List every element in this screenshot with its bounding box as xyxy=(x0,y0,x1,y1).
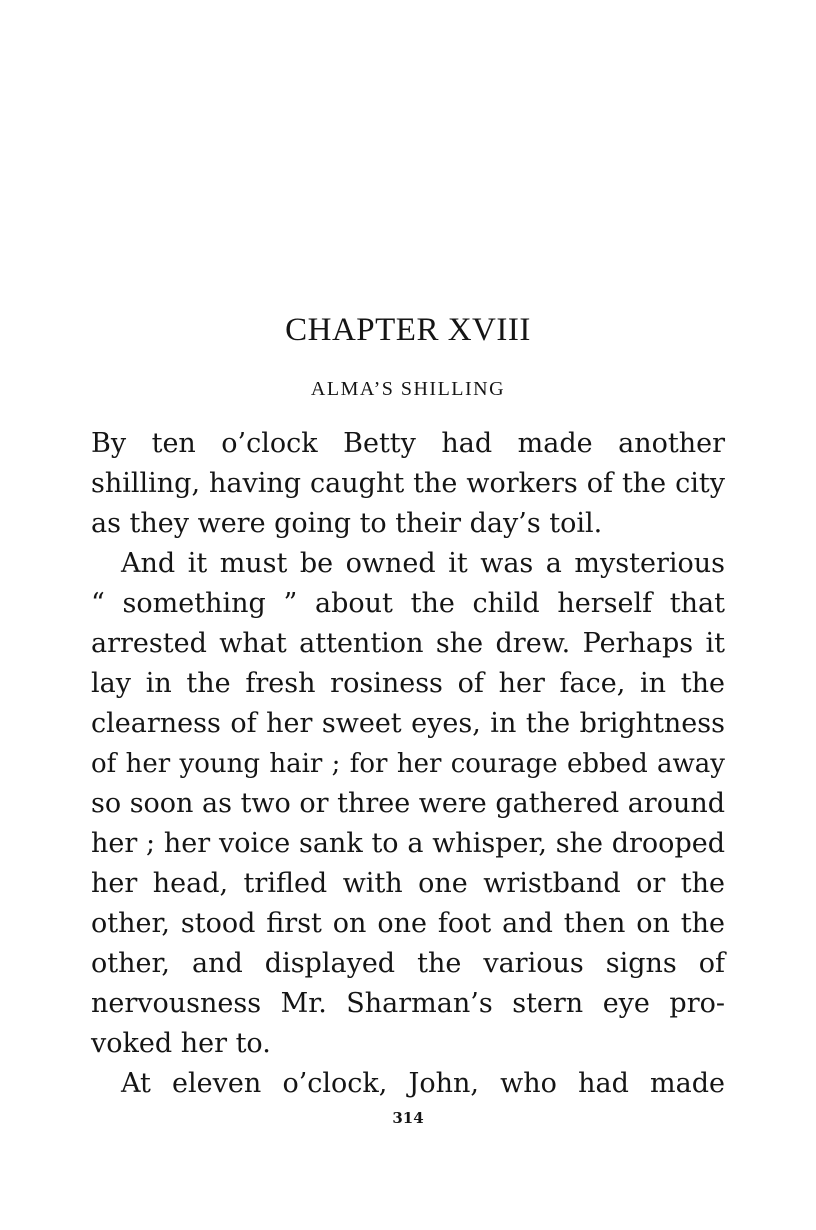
text-line: so soon as two or three were gathered around xyxy=(91,788,726,819)
text-line: At eleven o’clock, John, who had made xyxy=(121,1068,725,1099)
text-line: voked her to. xyxy=(91,1028,271,1059)
chapter-title-text: CHAPTER XVIII xyxy=(285,312,531,348)
text-line: “ something ” about the child herself that xyxy=(91,588,725,619)
text-line: clearness of her sweet eyes, in the brightness xyxy=(91,708,725,739)
text-line: By ten o’clock Betty had made another xyxy=(91,428,725,459)
chapter-subtitle: ALMA’S SHILLING xyxy=(310,378,506,400)
text-line: arrested what attention she drew. Perhaps it xyxy=(91,628,725,659)
text-line: her ; her voice sank to a whisper, she drooped xyxy=(91,828,725,859)
text-line: lay in the fresh rosiness of her face, in the xyxy=(91,668,725,699)
text-line: And it must be owned it was a mysterious xyxy=(121,548,725,579)
text-line: other, and displayed the various signs of xyxy=(91,948,725,979)
text-line: as they were going to their day’s toil. xyxy=(91,508,603,539)
text-line: her head, trifled with one wristband or the xyxy=(91,868,725,899)
text-line: of her young hair ; for her courage ebbed away xyxy=(91,749,725,779)
text-line: other, stood first on one foot and then on the xyxy=(91,908,725,939)
text-line: shilling, having caught the workers of the city xyxy=(91,468,725,499)
chapter-title xyxy=(0,308,816,352)
body-text xyxy=(91,424,725,1104)
text-line: nervousness Mr. Sharman’s stern eye pro- xyxy=(91,988,725,1019)
page-number: 314 xyxy=(392,1109,424,1127)
